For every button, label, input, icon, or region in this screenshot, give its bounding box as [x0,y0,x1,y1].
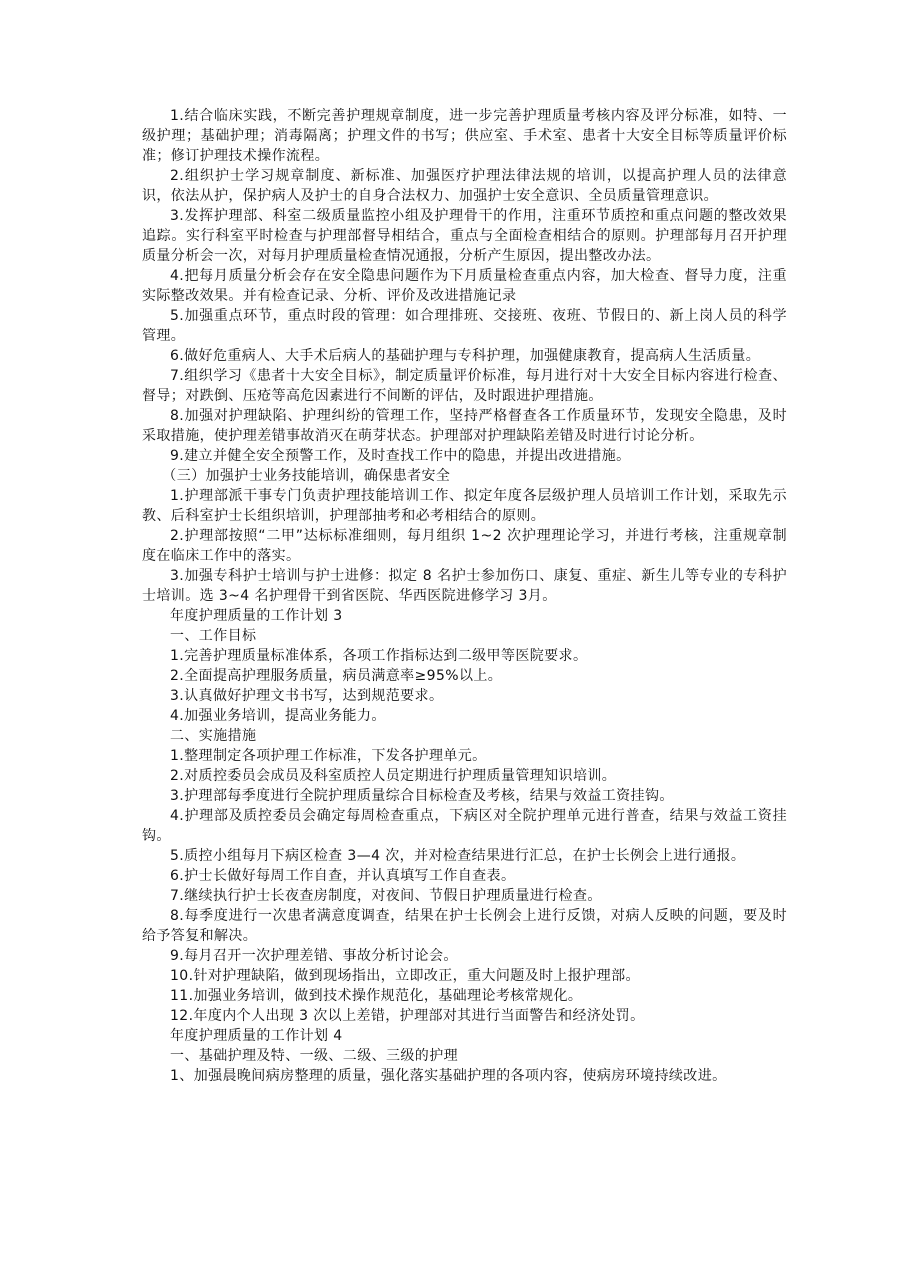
paragraph: 7.继续执行护士长夜查房制度，对夜间、节假日护理质量进行检查。 [170,888,602,904]
paragraph: 4.护理部及质控委员会确定每周检查重点，下病区对全院护理单元进行普查，结果与效益工资挂钩。 [142,808,787,844]
paragraph: 6.做好危重病人、大手术后病人的基础护理与专科护理，加强健康教育，提高病人生活质量。 [170,348,761,364]
paragraph: 2.全面提高护理服务质量，病员满意率≥95%以上。 [170,668,503,684]
paragraph: 1.结合临床实践，不断完善护理规章制度，进一步完善护理质量考核内容及评分标准，如特、一级护理；基础护理；消毒隔离；护理文件的书写；供应室、手术室、患者十大安全目标等质量评价标准；修订护理技术操作流程。 [142,108,787,164]
paragraph: 3.加强专科护士培训与护士进修：拟定 8 名护士参加伤口、康复、重症、新生儿等专业的专科护士培训。选 3~4 名护理骨干到省医院、华西医院进修学习 3月。 [142,568,787,604]
section-title: 年度护理质量的工作计划 4 [170,1028,343,1044]
paragraph: 1、加强晨晚间病房整理的质量，强化落实基础护理的各项内容，使病房环境持续改进。 [170,1068,727,1084]
document-page [142,106,787,1086]
paragraph: 1.整理制定各项护理工作标准，下发各护理单元。 [170,748,487,764]
paragraph: 2.护理部按照“二甲”达标标准细则，每月组织 1~2 次护理理论学习，并进行考核，注重规章制度在临床工作中的落实。 [142,528,787,564]
paragraph: 4.把每月质量分析会存在安全隐患问题作为下月质量检查重点内容，加大检查、督导力度，注重实际整改效果。并有检查记录、分析、评价及改进措施记录 [142,268,787,304]
paragraph: 5.质控小组每月下病区检查 3—4 次，并对检查结果进行汇总，在护士长例会上进行通报。 [170,848,746,864]
paragraph: 2.对质控委员会成员及科室质控人员定期进行护理质量管理知识培训。 [170,768,617,784]
paragraph: 2.组织护士学习规章制度、新标准、加强医疗护理法律法规的培训，以提高护理人员的法律意识，依法从护，保护病人及护士的自身合法权力、加强护士安全意识、全员质量管理意识。 [142,168,787,204]
paragraph: 9.建立并健全安全预警工作，及时查找工作中的隐患，并提出改进措施。 [170,448,631,464]
paragraph: 12.年度内个人出现 3 次以上差错，护理部对其进行当面警告和经济处罚。 [170,1008,645,1024]
paragraph: 7.组织学习《患者十大安全目标》，制定质量评价标准，每月进行对十大安全目标内容进行检查、督导；对跌倒、压疮等高危因素进行不间断的评估，及时跟进护理措施。 [142,368,787,404]
paragraph: 3.护理部每季度进行全院护理质量综合目标检查及考核，结果与效益工资挂钩。 [170,788,674,804]
section-title: 年度护理质量的工作计划 3 [170,608,343,624]
paragraph: 5.加强重点环节，重点时段的管理：如合理排班、交接班、夜班、节假日的、新上岗人员的科学管理。 [142,308,787,344]
section-heading: 一、基础护理及特、一级、二级、三级的护理 [170,1048,458,1064]
paragraph: 1.护理部派干事专门负责护理技能培训工作、拟定年度各层级护理人员培训工作计划，采取先示教、后科室护士长组织培训，护理部抽考和必考相结合的原则。 [142,488,787,524]
paragraph: 8.每季度进行一次患者满意度调查，结果在护士长例会上进行反馈，对病人反映的问题，要及时给予答复和解决。 [142,908,787,944]
paragraph: 11.加强业务培训，做到技术操作规范化，基础理论考核常规化。 [170,988,583,1004]
paragraph: 10.针对护理缺陷，做到现场指出，立即改正，重大问题及时上报护理部。 [170,968,640,984]
paragraph: 6.护士长做好每周工作自查，并认真填写工作自查表。 [170,868,516,884]
section-heading: 一、工作目标 [170,628,257,644]
paragraph: 1.完善护理质量标准体系，各项工作指标达到二级甲等医院要求。 [170,648,588,664]
paragraph: 4.加强业务培训，提高业务能力。 [170,708,386,724]
paragraph: 3.认真做好护理文书书写，达到规范要求。 [170,688,444,704]
paragraph: 9.每月召开一次护理差错、事故分析讨论会。 [170,948,458,964]
section-heading: （三）加强护士业务技能培训，确保患者安全 [162,468,451,484]
section-heading: 二、实施措施 [170,728,257,744]
paragraph: 8.加强对护理缺陷、护理纠纷的管理工作，坚持严格督查各工作质量环节，发现安全隐患，及时采取措施，使护理差错事故消灭在萌芽状态。护理部对护理缺陷差错及时进行讨论分析。 [142,408,787,444]
paragraph: 3.发挥护理部、科室二级质量监控小组及护理骨干的作用，注重环节质控和重点问题的整改效果追踪。实行科室平时检查与护理部督导相结合，重点与全面检查相结合的原则。护理部每月召开护理质量分析会一次，对每月护理质量检查情况通报，分析产生原因，提出整改办法。 [142,208,787,264]
